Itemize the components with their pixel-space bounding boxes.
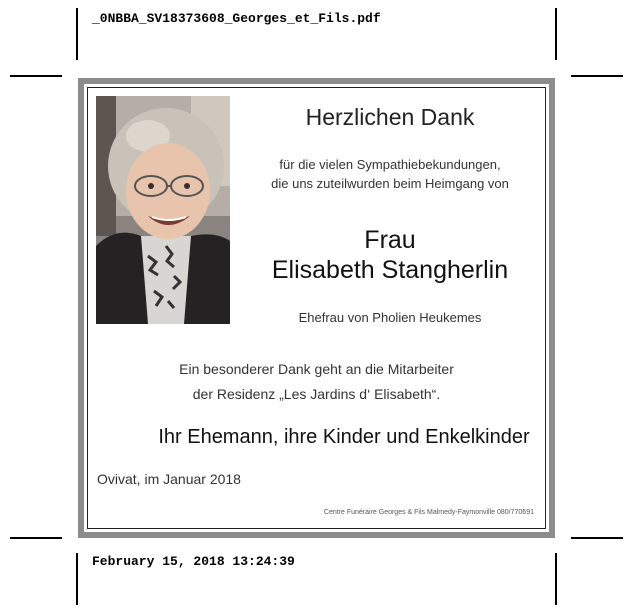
crop-mark-top-right-vertical	[555, 8, 557, 60]
spouse-line: Ehefrau von Pholien Heukemes	[298, 310, 482, 325]
thanks-line-1: Ein besonderer Dank geht an die Mitarbeiter	[179, 361, 454, 377]
pdf-filename: _0NBBA_SV18373608_Georges_et_Fils.pdf	[92, 11, 381, 26]
crop-mark-bottom-right-vertical	[555, 553, 557, 605]
portrait-photo	[96, 96, 230, 324]
crop-mark-top-left-horizontal	[10, 75, 62, 77]
notice-inner	[84, 84, 549, 532]
funeral-home: Centre Funéraire Georges & Fils Malmedy-Faymonville 080/770691	[323, 509, 534, 516]
salutation: Frau	[364, 226, 416, 254]
print-timestamp: February 15, 2018 13:24:39	[92, 554, 295, 569]
intro-line-2: die uns zuteilwurden beim Heimgang von	[271, 176, 509, 191]
notice-title: Herzlichen Dank	[305, 104, 475, 130]
signature: Ihr Ehemann, ihre Kinder und Enkelkinder	[158, 426, 530, 448]
crop-mark-bottom-left-vertical	[76, 553, 78, 605]
crop-mark-top-left-vertical	[76, 8, 78, 60]
intro-line-1: für die vielen Sympathiebekundungen,	[279, 157, 501, 172]
deceased-name: Elisabeth Stangherlin	[271, 256, 509, 284]
thanks-line-2: der Residenz „Les Jardins d‘ Elisabeth“.	[192, 386, 441, 402]
obituary-notice	[78, 78, 555, 538]
place-date: Ovivat, im Januar 2018	[97, 471, 241, 487]
crop-mark-bottom-left-horizontal	[10, 537, 62, 539]
crop-mark-bottom-right-horizontal	[571, 537, 623, 539]
crop-mark-top-right-horizontal	[571, 75, 623, 77]
